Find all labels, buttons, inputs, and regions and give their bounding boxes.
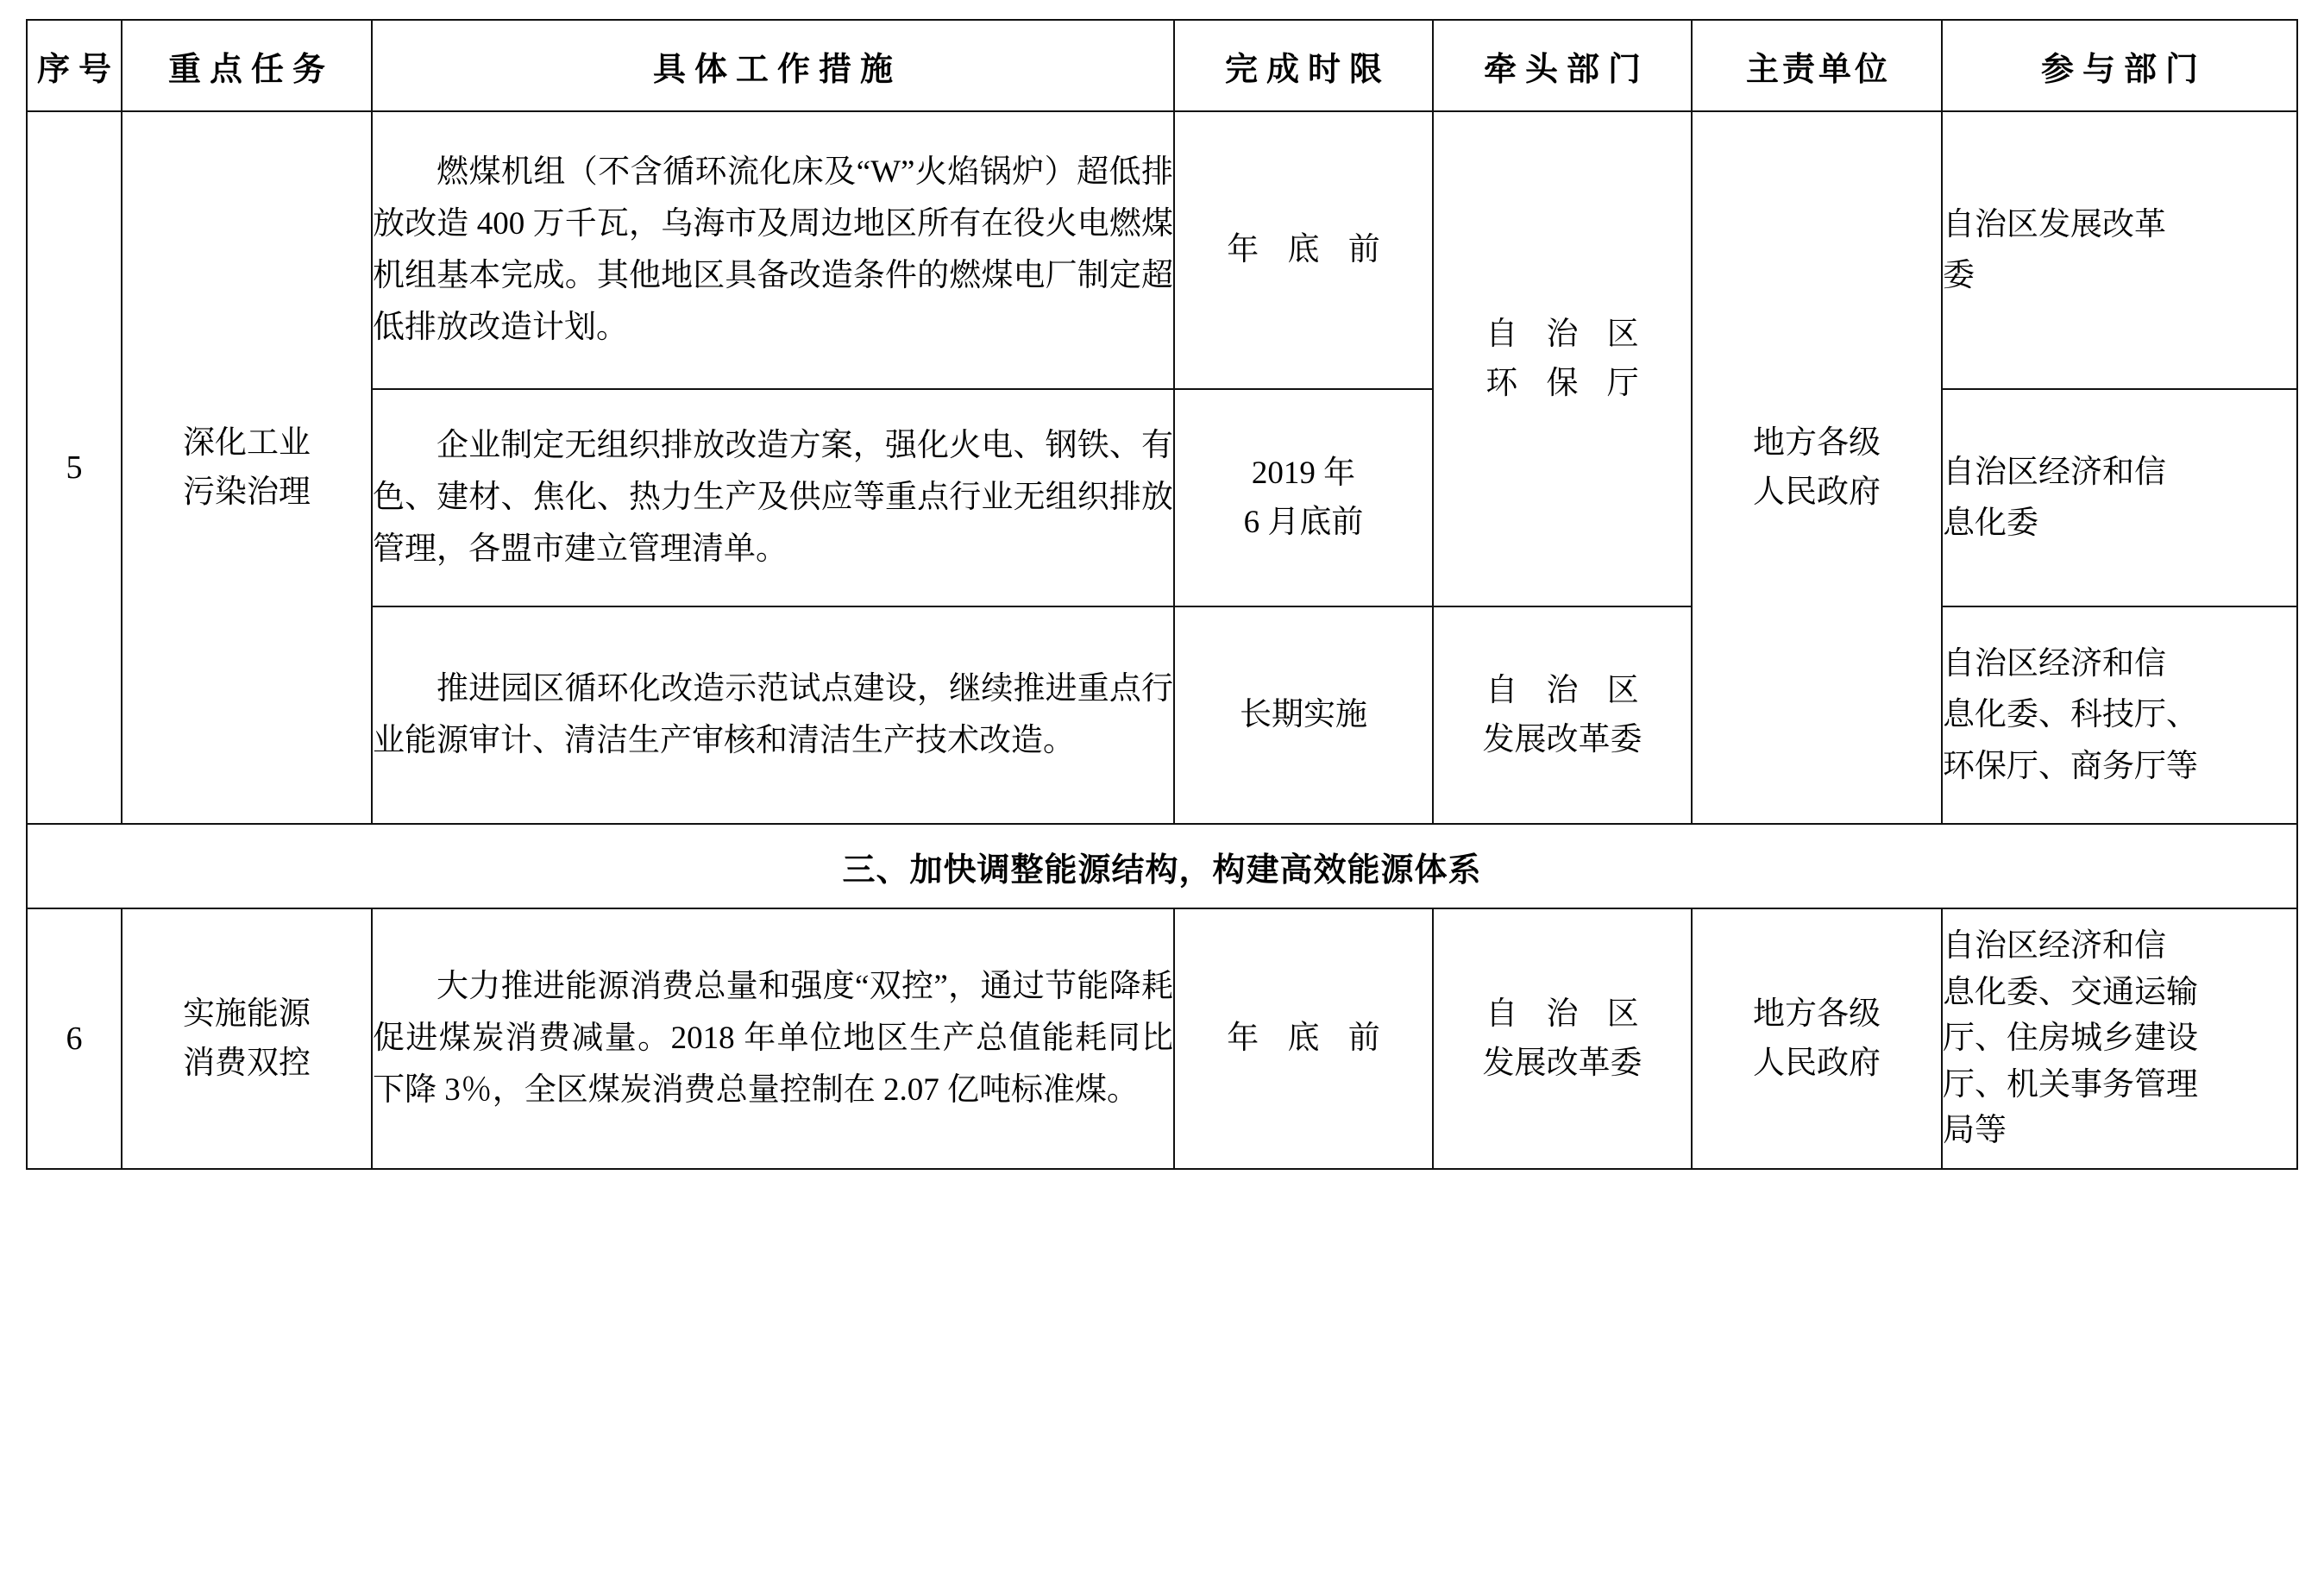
lead-5-upper xyxy=(1433,111,1692,606)
responsible-6 xyxy=(1692,908,1942,1169)
lead-5-upper-line2: 环 保 厅 xyxy=(1485,366,1649,401)
responsible-5-line2: 人民政府 xyxy=(1753,474,1881,510)
lead-5-3-line2: 发展改革委 xyxy=(1482,722,1643,757)
row-seq-5: 5 xyxy=(27,111,122,824)
measure-6-1: 大力推进能源消费总量和强度“双控”，通过节能降耗促进煤炭消费减量。2018 年单位地区生产总值能耗同比下降 3％，全区煤炭消费总量控制在 2.07 亿吨标准煤。 xyxy=(372,908,1174,1169)
participate-5-3-line1: 自治区经济和信 xyxy=(1943,646,2166,682)
table-row-section xyxy=(27,824,2297,908)
deadline-5-1: 年 底 前 xyxy=(1174,111,1433,389)
participate-5-3 xyxy=(1942,606,2297,824)
participate-6-line2: 息化委、交通运输 xyxy=(1943,974,2198,1010)
measure-5-3: 推进园区循环化改造示范试点建设，继续推进重点行业能源审计、清洁生产审核和清洁生产技术改造。 xyxy=(372,606,1174,824)
responsible-5-line1: 地方各级 xyxy=(1753,424,1881,461)
participate-5-3-line2: 息化委、科技厅、 xyxy=(1943,697,2198,733)
deadline-5-3: 长期实施 xyxy=(1174,606,1433,824)
table-row xyxy=(27,908,2297,1169)
table-header-deadline: 完成时限 xyxy=(1174,20,1433,111)
participate-6 xyxy=(1942,908,2297,1169)
responsible-6-line1: 地方各级 xyxy=(1753,996,1881,1032)
responsible-6-line2: 人民政府 xyxy=(1753,1046,1881,1081)
participate-5-2 xyxy=(1942,389,2297,606)
participate-5-2-line2: 息化委 xyxy=(1943,506,2038,541)
row-task-5 xyxy=(122,111,372,824)
deadline-5-2-line1: 2019 年 xyxy=(1251,455,1356,491)
table-header-responsible: 主责单位 xyxy=(1692,20,1942,111)
table-header-seq: 序号 xyxy=(27,20,122,111)
lead-6-line2: 发展改革委 xyxy=(1482,1046,1643,1081)
deadline-5-2 xyxy=(1174,389,1433,606)
lead-6 xyxy=(1433,908,1692,1169)
participate-6-line1: 自治区经济和信 xyxy=(1943,927,2166,964)
table-header-row xyxy=(27,20,2297,111)
participate-5-1-line2: 委 xyxy=(1943,258,1975,293)
section-heading: 三、加快调整能源结构，构建高效能源体系 xyxy=(27,824,2297,908)
deadline-5-2-line2: 6 月底前 xyxy=(1243,505,1364,540)
row-task-5-line1: 深化工业 xyxy=(183,424,311,461)
participate-5-3-line3: 环保厅、商务厅等 xyxy=(1943,748,2198,784)
lead-5-3 xyxy=(1433,606,1692,824)
participate-6-line4: 厅、机关事务管理 xyxy=(1943,1066,2198,1103)
responsible-5 xyxy=(1692,111,1942,824)
lead-5-upper-line1: 自 治 区 xyxy=(1485,316,1649,352)
measure-5-1: 燃煤机组（不含循环流化床及“W”火焰锅炉）超低排放改造 400 万千瓦，乌海市及周边地区所有在役火电燃煤机组基本完成。其他地区具备改造条件的燃煤电厂制定超低排放改造计划。 xyxy=(372,111,1174,389)
participate-5-1-line1: 自治区发展改革 xyxy=(1943,206,2166,242)
table-row xyxy=(27,111,2297,389)
table-header-lead: 牵头部门 xyxy=(1433,20,1692,111)
row-task-6 xyxy=(122,908,372,1169)
table-header-measure: 具体工作措施 xyxy=(372,20,1174,111)
measure-5-2: 企业制定无组织排放改造方案，强化火电、钢铁、有色、建材、焦化、热力生产及供应等重点行业无组织排放管理，各盟市建立管理清单。 xyxy=(372,389,1174,606)
row-task-6-line2: 消费双控 xyxy=(183,1046,311,1081)
table-header-task: 重点任务 xyxy=(122,20,372,111)
lead-5-3-line1: 自 治 区 xyxy=(1485,672,1649,708)
participate-5-1 xyxy=(1942,111,2297,389)
row-task-5-line2: 污染治理 xyxy=(183,474,311,510)
row-seq-6: 6 xyxy=(27,908,122,1169)
participate-6-line3: 厅、住房城乡建设 xyxy=(1943,1021,2198,1057)
task-table xyxy=(26,19,2298,1170)
table-header-participate: 参与部门 xyxy=(1942,20,2297,111)
participate-6-line5: 局等 xyxy=(1943,1113,2007,1149)
deadline-6: 年 底 前 xyxy=(1174,908,1433,1169)
row-task-6-line1: 实施能源 xyxy=(183,996,311,1032)
lead-6-line1: 自 治 区 xyxy=(1485,996,1649,1032)
participate-5-2-line1: 自治区经济和信 xyxy=(1943,454,2166,490)
